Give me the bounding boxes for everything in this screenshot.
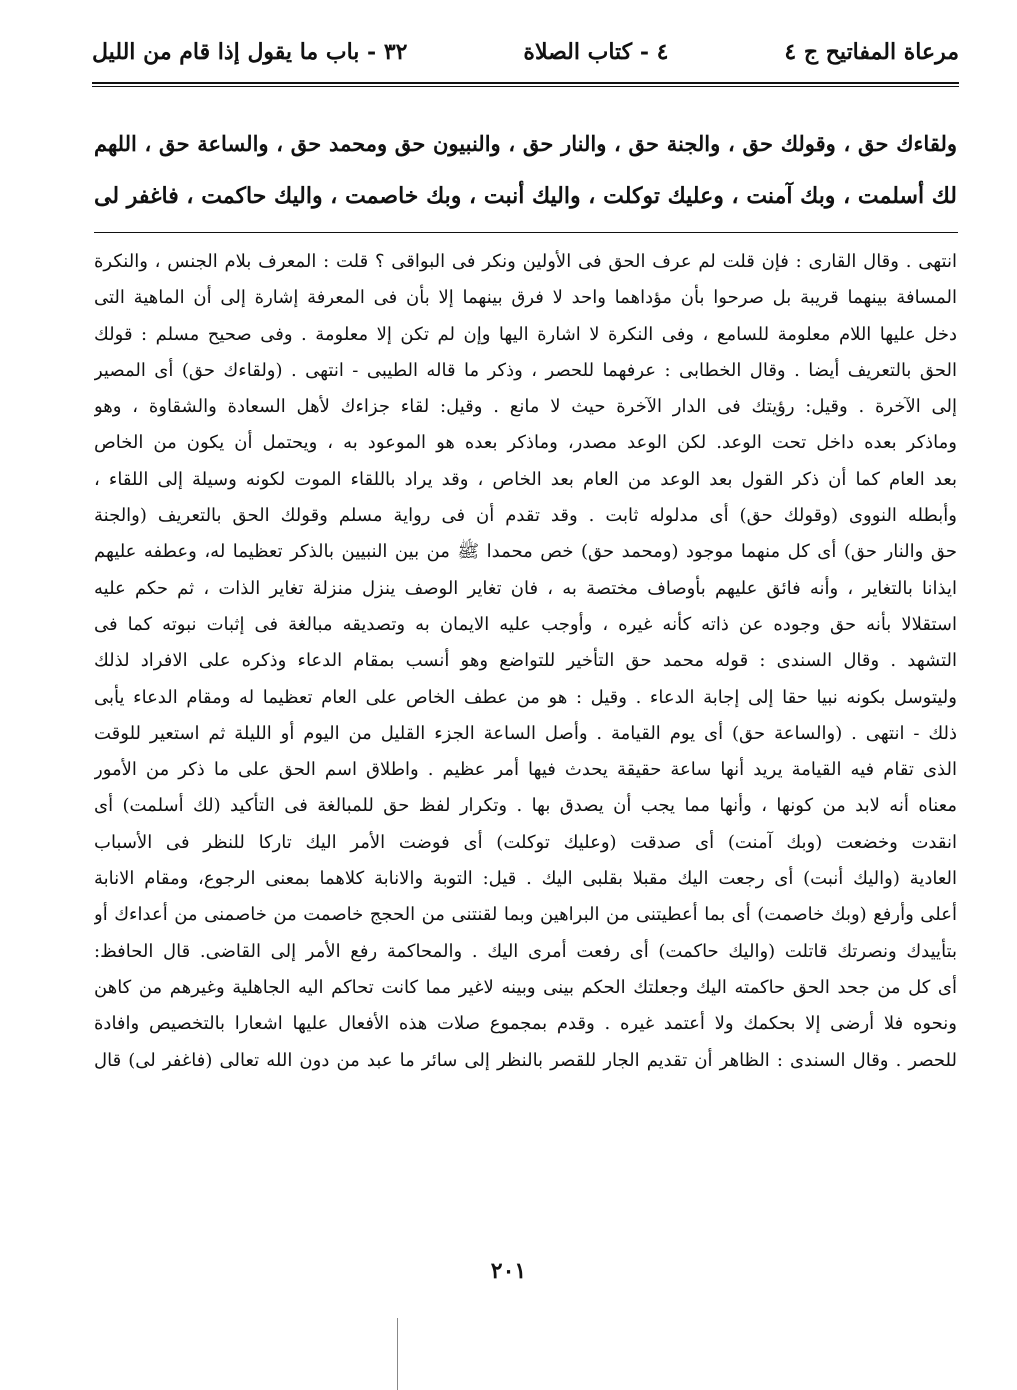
commentary-line: بتأييدك ونصرتك قاتلت (واليك حاكمت) أى رفعت أمرى اليك . والمحاكمة رفع الأمر إلى القاضى. قال الحافظ: xyxy=(94,940,957,962)
commentary-line: ونحوه فلا أرضى إلا بحكمك ولا أعتمد غيره . وقدم بمجموع صلات هذه الأفعال عليها اشعارا بالتخصيص وافادة xyxy=(94,1013,957,1035)
commentary-line: التشهد . وقال السندى : قوله محمد حق التأخير للتواضع وهو أنسب بمقام الدعاء وذكره على الافراد لذلك xyxy=(94,650,957,672)
commentary-line: انتهى . وقال القارى : فإن قلت لم عرف الحق فى الأولين ونكر فى البواقى ؟ قلت : المعرف بلام الجنس ، والنكرة xyxy=(94,251,957,272)
commentary-line: أى كل من جحد الحق حاكمته اليك وجعلتك الحكم بينى وبينه لاغير مما كانت تحاكم اليه الجاهلية وغيرهم من كاهن xyxy=(94,976,957,998)
footnote-separator xyxy=(94,232,958,233)
commentary-line: الحق بالتعريف أيضا . وقال الخطابى : عرفهما للحصر ، وذكر ما قاله الطيبى - انتهى . (ولقاءك حق) أى المصير xyxy=(94,359,957,381)
commentary-line: أعلى وأرفع (وبك خاصمت) أى بما أعطيتنى من البراهين وبما لقنتنى من الحجج خاصمت من خاصمنى من أعداءك أو xyxy=(94,904,957,926)
commentary-line: انقدت وخضعت (وبك آمنت) أى صدقت (وعليك توكلت) أى فوضت الأمر اليك تاركا للنظر فى الأسباب xyxy=(94,831,957,853)
commentary-line: استقلالا بأنه حق وجوده عن ذاته كأنه غيره ، وأوجب عليه الايمان به وتصديقه مبالغة فى إثبات نبوته كما فى xyxy=(94,613,957,635)
header-book-title: مرعاة المفاتيح ج ٤ xyxy=(784,39,959,65)
hadith-line: ولقاءك حق ، وقولك حق ، والجنة حق ، والنار حق ، والنبيون حق ومحمد حق ، والساعة حق ، اللهم xyxy=(94,131,957,156)
running-header xyxy=(92,30,959,74)
commentary-line: المسافة بينهما قريبة بل صرحوا بأن مؤداهما واحد لا فرق بينهما إلا بأن فى المعرفة إشارة إلى أن الماهية التى xyxy=(94,287,957,309)
commentary-line: وليتوسل بكونه نبيا حقا إلى إجابة الدعاء . وقيل : هو من عطف الخاص على العام تعظيما له ومقام الدعاء يأبى xyxy=(94,686,957,708)
commentary-line: ايذانا بالتغاير ، وأنه فائق عليهم بأوصاف مختصة به ، فان تغاير الوصف ينزل منزلة تغاير الذات ، ثم حكم عليه xyxy=(94,577,957,599)
hadith-text xyxy=(94,118,957,222)
scan-edge-mark xyxy=(397,1318,398,1390)
hadith-line: لك أسلمت ، وبك آمنت ، وعليك توكلت ، واليك أنبت ، وبك خاصمت ، واليك حاكمت ، فاغفر لى xyxy=(94,183,957,209)
header-rule xyxy=(92,82,959,84)
commentary-line: دخل عليها اللام معلومة للسامع ، وفى النكرة لا اشارة اليها وإن لم تكن إلا معلومة . وفى صحيح مسلم : قولك xyxy=(94,323,957,345)
commentary-line: إلى الآخرة . وقيل: رؤيتك فى الدار الآخرة حيث لا مانع . وقيل: لقاء جزاءك لأهل السعادة والشقاوة ، وهو xyxy=(94,396,957,418)
commentary-line: وأبطله النووى (وقولك حق) أى مدلوله ثابت . وقد تقدم أن فى رواية مسلم وقولك الحق بالتعريف (والجنة xyxy=(94,505,957,527)
header-section: ٤ - كتاب الصلاة xyxy=(523,39,669,65)
commentary-line: حق والنار حق) أى كل منهما موجود (ومحمد حق) خص محمدا ﷺ من بين النبيين بالذكر تعظيما له، وعطفه عليهم xyxy=(94,541,957,563)
commentary-line: الذى تقام فيه القيامة يريد أنها ساعة حقيقة يحدث فيها أمر عظيم . واطلاق اسم الحق على ما ذكر من الأمور xyxy=(94,759,957,781)
page-number: ٢٠١ xyxy=(490,1258,527,1284)
commentary-line: للحصر . وقال السندى : الظاهر أن تقديم الجار للقصر بالنظر إلى سائر ما عبد من دون الله تعالى (فاغفر لى) قال xyxy=(94,1049,957,1071)
commentary-line: ذلك - انتهى . (والساعة حق) أى يوم القيامة . وأصل الساعة الجزء القليل من اليوم أو الليلة ثم استعير للوقت xyxy=(94,722,957,744)
commentary-line: معناه أنه لابد من كونها ، وأنها مما يجب أن يصدق بها . وتكرار لفظ حق للمبالغة فى التأكيد (لك أسلمت) أى xyxy=(94,795,957,817)
commentary-line: وماذكر بعده داخل تحت الوعد. لكن الوعد مصدر، وماذكر بعده هو الموعود به ، ويحتمل أن يكون من الخاص xyxy=(94,432,957,454)
commentary-text xyxy=(94,244,957,1079)
header-chapter: ٣٢ - باب ما يقول إذا قام من الليل xyxy=(92,39,408,65)
commentary-line: العادية (واليك أنبت) أى رجعت اليك مقبلا بقلبى اليك . قيل: التوبة والانابة كلاهما بمعنى الرجوع، ومقام الانابة xyxy=(94,868,957,890)
header-rule-thin xyxy=(92,86,959,87)
commentary-line: بعد العام كما أن ذكر القول بعد الوعد من العام بعد الخاص ، وقد يراد باللقاء الموت لكونه وسيلة إلى اللقاء ، xyxy=(94,468,957,490)
